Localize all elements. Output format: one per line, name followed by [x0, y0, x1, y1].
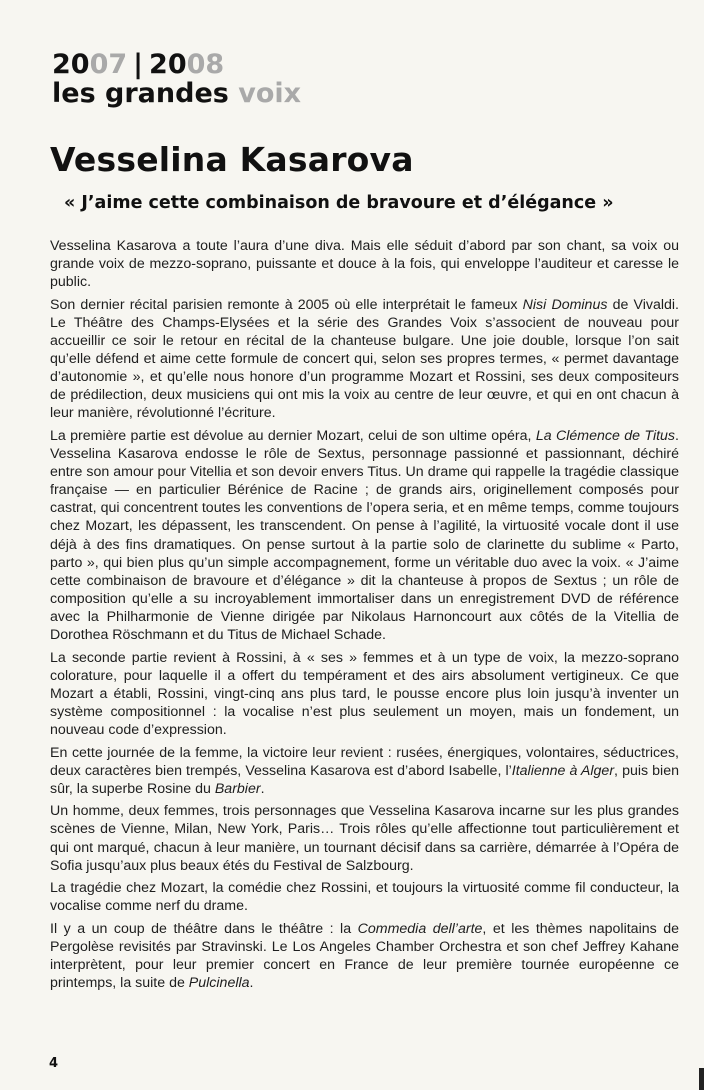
body-paragraph [50, 879, 679, 915]
season-year-start-dark: 20 [52, 49, 90, 80]
season-year-end-light: 08 [186, 49, 225, 80]
paragraph-text: Il y a un coup de théâtre dans le théâtre : la [50, 920, 358, 937]
body-paragraph [50, 237, 679, 291]
season-years [52, 50, 301, 79]
body-paragraph [50, 427, 679, 644]
italic-title: Commedia dell’arte [357, 920, 483, 937]
paragraph-text: , et les thèmes napolitains de Pergolèse revisités par Stravinski. Le Los Angeles Chamber Orchestra et son chef Jeffrey Kahane interprètent, pour leur premier concert en France de leur première tournée européenne ce printemps, la suite de [50, 920, 679, 992]
season-separator: | [133, 49, 144, 80]
body-paragraph [50, 649, 679, 739]
page-title: Vesselina Kasarova [50, 140, 414, 179]
series-name-dark: les grandes [52, 78, 229, 109]
italic-title: Pulcinella [188, 975, 250, 992]
italic-title: La Clémence de Titus [535, 427, 676, 444]
paragraph-text: Un homme, deux femmes, trois personnages que Vesselina Kasarova incarne sur les plus grandes scènes de Vienne, Milan, New York, Paris… Trois rôles qu’elle affectionne tout particulièrement et qui ont marqué, chacun à leur manière, un tournant décisif dans sa carrière, démarrée à l’Opéra de Sofia jusqu’aux plus beaux étés du Festival de Salzbourg. [50, 803, 679, 874]
paragraph-text: . [260, 780, 265, 797]
page-number: 4 [49, 1056, 59, 1071]
paragraph-text: de Vivaldi. Le Théâtre des Champs-Elysées et la série des Grandes Voix s’associent de nouveau pour accueillir ce soir le retour en récital de la chanteuse bulgare. Une joie double, lorsque l’on sait qu’elle défend et aime cette formule de concert qui, selon ses propres termes, « permet davantage d’autonomie », et qu’elle nous honore d’un programme Mozart et Rossini, ses deux compositeurs de prédilection, deux musiciens qui ont mis la voix au centre de leur œuvre, et qui en ont chacun à leur manière, révolutionné l’écriture. [50, 296, 679, 422]
page-edge-mark [699, 1068, 704, 1090]
paragraph-text: Son dernier récital parisien remonte à 2005 où elle interprétait le fameux [50, 296, 523, 313]
italic-title: Italienne à Alger [511, 762, 615, 779]
italic-title: Nisi Dominus [522, 296, 608, 313]
paragraph-text: La tragédie chez Mozart, la comédie chez Rossini, et toujours la virtuosité comme fil conducteur, la vocalise comme nerf du drame. [50, 880, 679, 915]
paragraph-text: Vesselina Kasarova a toute l’aura d’une diva. Mais elle séduit d’abord par son chant, sa voix ou grande voix de mezzo-soprano, puissante et douce à la fois, qui enveloppe l’auditeur et caresse le public. [50, 238, 679, 291]
series-name [52, 79, 301, 108]
paragraph-text: . [249, 975, 254, 992]
pull-quote: « J’aime cette combinaison de bravoure et d’élégance » [64, 193, 614, 213]
paragraph-text: La seconde partie revient à Rossini, à « ses » femmes et à un type de voix, la mezzo-soprano colorature, pour laquelle il a offert du tempérament et des airs absolument vertigineux. Ce que Mozart a établi, Rossini, vingt-cinq ans plus tard, le pousse encore plus loin jusqu’à inventer un système compositionnel : la vocalise n’est plus seulement un moyen, mais un fondement, un nouveau code d’expression. [50, 649, 679, 738]
body-paragraph [50, 744, 679, 798]
article-body [50, 237, 679, 997]
paragraph-text: La première partie est dévolue au dernier Mozart, celui de son ultime opéra, [50, 427, 536, 444]
paragraph-text: En cette journée de la femme, la victoire leur revient : rusées, énergiques, volontaires, séductrices, deux caractères bien trempés, Vesselina Kasarova est d’abord Isabelle, l’ [50, 744, 679, 779]
italic-title: Barbier [214, 780, 261, 797]
series-name-light: voix [238, 78, 302, 109]
paragraph-text: , puis bien sûr, la superbe Rosine du [50, 762, 679, 797]
body-paragraph [50, 296, 679, 423]
season-header [52, 50, 301, 108]
season-year-end-dark: 20 [149, 49, 187, 80]
paragraph-text: . Vesselina Kasarova endosse le rôle de Sextus, personnage passionné et passionnant, déchiré entre son amour pour Vitellia et son devoir envers Titus. Un drame qui rappelle la tragédie classique française — en particulier Bérénice de Racine ; de grands airs, originellement composés pour castrat, qui concentrent toutes les conventions de l’opera seria, et en même temps, comme toujours chez Mozart, les dépassent, les transcendent. On pense à l’agilité, la virtuosité vocale dont il use déjà à des fins dramatiques. On pense surtout à la partie solo de clarinette du sublime « Parto, parto », qui bien plus qu’un simple accompagnement, forme un véritable duo avec la voix. « J’aime cette combinaison de bravoure et d’élégance » dit la chanteuse à propos de Sextus ; un rôle de composition qu’elle a su incroyablement immortaliser dans un enregistrement DVD de référence avec la Philharmonie de Vienne dirigée par Nikolaus Harnoncourt aux côtés de la Vitellia de Dorothea Röschmann et du Titus de Michael Schade. [50, 427, 679, 643]
body-paragraph [50, 920, 679, 992]
season-year-start-light: 07 [89, 49, 128, 80]
body-paragraph [50, 802, 679, 874]
